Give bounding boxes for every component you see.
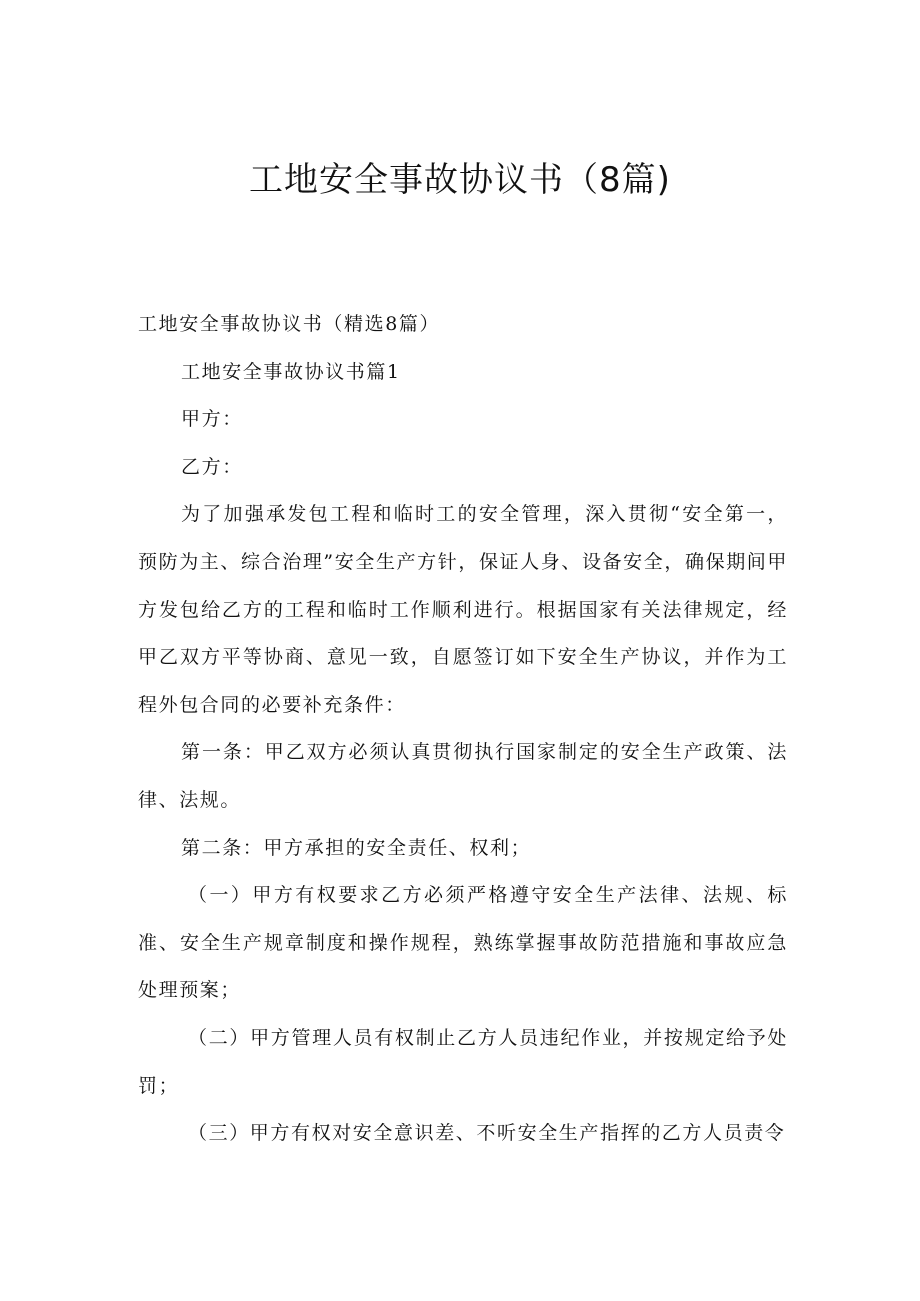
paragraph-item-3: （三）甲方有权对安全意识差、不听安全生产指挥的乙方人员责令 [188,1122,786,1145]
document-body [138,301,788,1158]
paragraph-subtitle: 工地安全事故协议书（精选8篇） [138,313,441,335]
document-title: 工地安全事故协议书（8篇) [249,160,671,200]
paragraph-item-1: （一）甲方有权要求乙方必须严格遵守安全生产法律、法规、标准、安全生产规章制度和操作规程，熟练掌握事故防范措施和事故应急处理预案； [138,884,788,1002]
paragraph-article-2: 第二条：甲方承担的安全责任、权利； [181,836,532,859]
paragraph-party-b: 乙方： [181,455,243,478]
paragraph-section-heading: 工地安全事故协议书篇1 [181,360,401,383]
paragraph-article-1: 第一条：甲乙双方必须认真贯彻执行国家制定的安全生产政策、法律、法规。 [138,741,788,811]
paragraph-item-2: （二）甲方管理人员有权制止乙方人员违纪作业，并按规定给予处罚； [138,1026,788,1097]
paragraph-party-a: 甲方： [181,408,243,431]
paragraph-preamble: 为了加强承发包工程和临时工的安全管理，深入贯彻“安全第一，预防为主、综合治理”安全生产方针，保证人身、设备安全，确保期间甲方发包给乙方的工程和临时工作顺利进行。根据国家有关法律规定，经甲乙双方平等协商、意见一致，自愿签订如下安全生产协议，并作为工程外包合同的必要补充条件： [138,503,788,716]
